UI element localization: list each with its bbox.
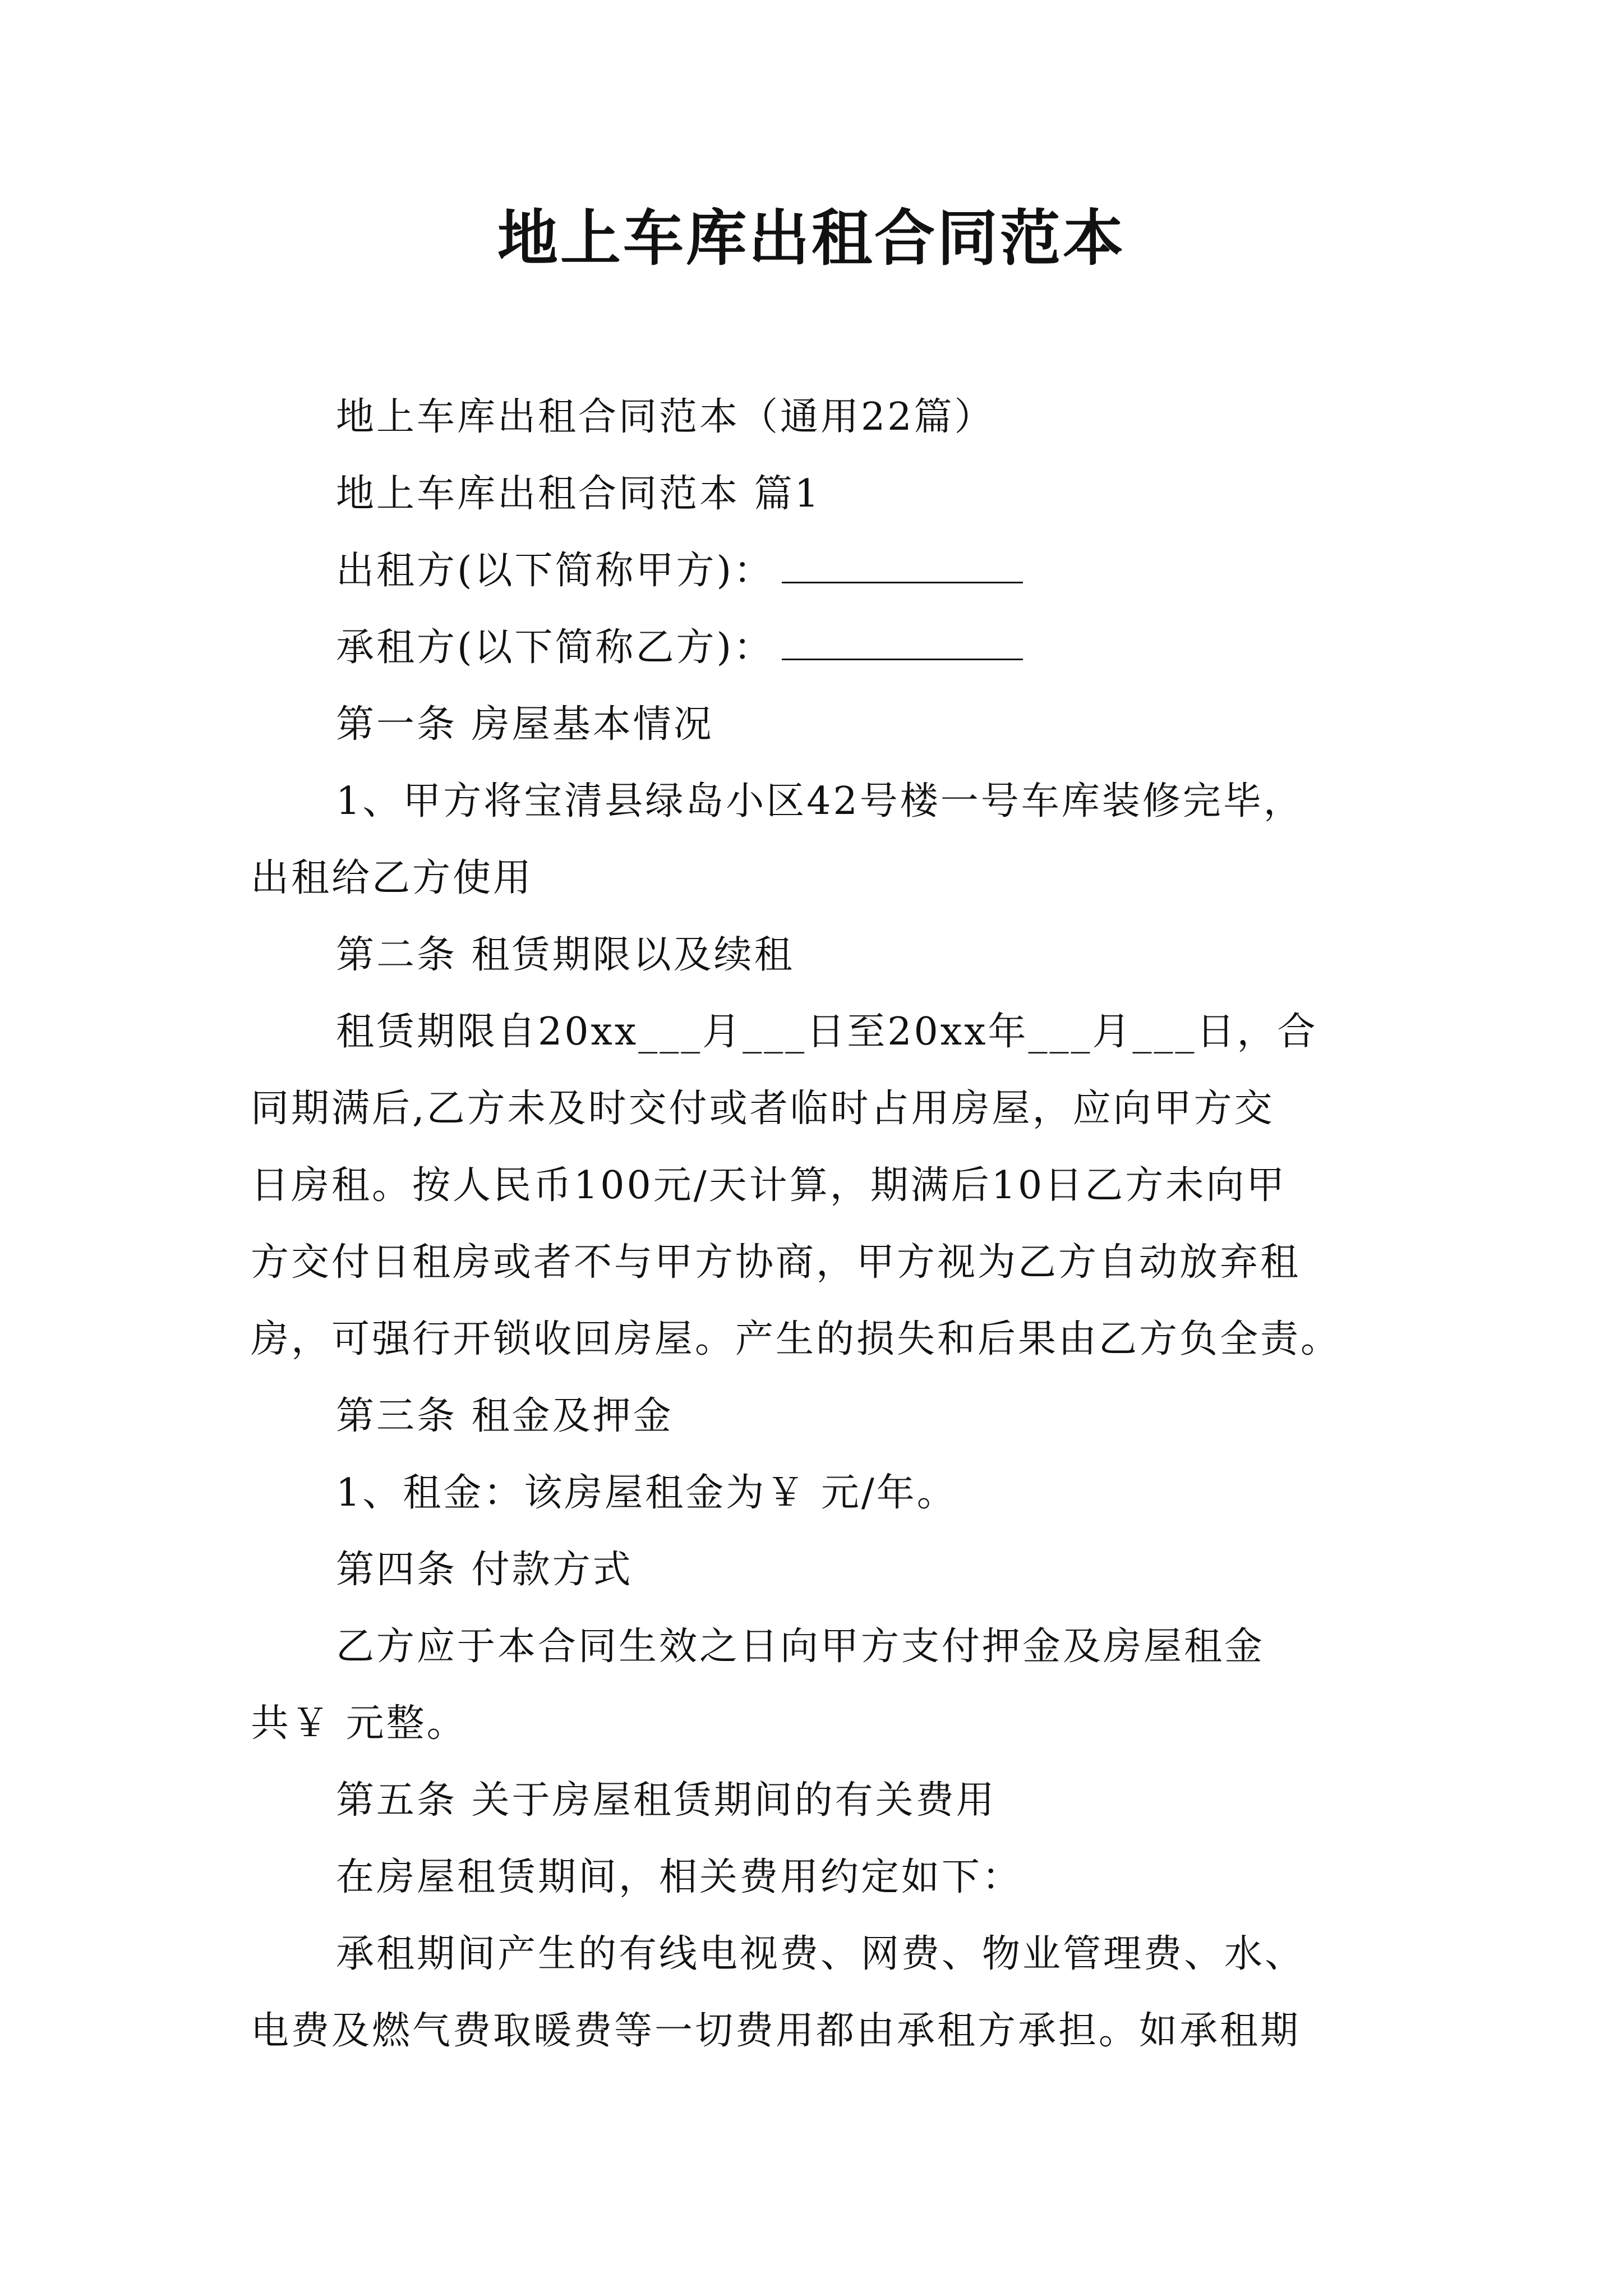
lessee-label: 承租方(以下简称乙方)： <box>336 625 774 670</box>
article-4-body <box>251 1608 1384 1762</box>
article-3-clause-1: 1、租金：该房屋租金为￥ 元/年。 <box>336 1471 957 1515</box>
paragraph-section-heading: 地上车库出租合同范本 篇1 <box>336 472 821 516</box>
article-2-heading: 第二条 租赁期限以及续租 <box>336 933 795 977</box>
document-title: 地上车库出租合同范本 <box>497 203 1126 274</box>
text-line: 乙方应于本合同生效之日向甲方支付押金及房屋租金 <box>336 1625 1265 1669</box>
paragraph-lessor <box>251 532 1384 609</box>
text-line: 电费及燃气费取暖费等一切费用都由承租方承担。如承租期 <box>251 2009 1301 2053</box>
text-line: 租赁期限自20xx___月___日至20xx年___月___日，合 <box>336 1010 1318 1054</box>
text-line: 方交付日租房或者不与甲方协商，甲方视为乙方自动放弃租 <box>251 1240 1301 1285</box>
article-5-heading: 第五条 关于房屋租赁期间的有关费用 <box>336 1778 997 1823</box>
text-line: 承租期间产生的有线电视费、网费、物业管理费、水、 <box>336 1932 1306 1976</box>
text-line: 日房租。按人民币100元/天计算，期满后10日乙方未向甲 <box>251 1163 1287 1208</box>
article-5-intro: 在房屋租赁期间，相关费用约定如下： <box>336 1855 1023 1899</box>
text-line: 共￥ 元整。 <box>251 1701 467 1746</box>
document-body <box>251 379 1384 2069</box>
lessee-blank-line <box>782 627 1023 660</box>
lessor-blank-line <box>782 550 1023 583</box>
text-line: 出租给乙方使用 <box>251 856 534 900</box>
article-1-heading: 第一条 房屋基本情况 <box>336 702 714 747</box>
article-5-body <box>251 1916 1384 2069</box>
paragraph-lessee <box>251 609 1384 686</box>
article-3-heading: 第三条 租金及押金 <box>336 1394 674 1438</box>
article-2-body <box>251 993 1384 1378</box>
article-1-clause-1 <box>251 763 1384 917</box>
lessor-label: 出租方(以下简称甲方)： <box>336 549 774 593</box>
text-line: 房，可强行开锁收回房屋。产生的损失和后果由乙方负全责。 <box>251 1317 1341 1361</box>
text-line: 1、甲方将宝清县绿岛小区42号楼一号车库装修完毕， <box>336 779 1304 823</box>
text-line: 同期满后,乙方未及时交付或者临时占用房屋，应向甲方交 <box>251 1087 1275 1131</box>
article-4-heading: 第四条 付款方式 <box>336 1548 633 1592</box>
paragraph-subtitle: 地上车库出租合同范本（通用22篇） <box>336 395 995 439</box>
